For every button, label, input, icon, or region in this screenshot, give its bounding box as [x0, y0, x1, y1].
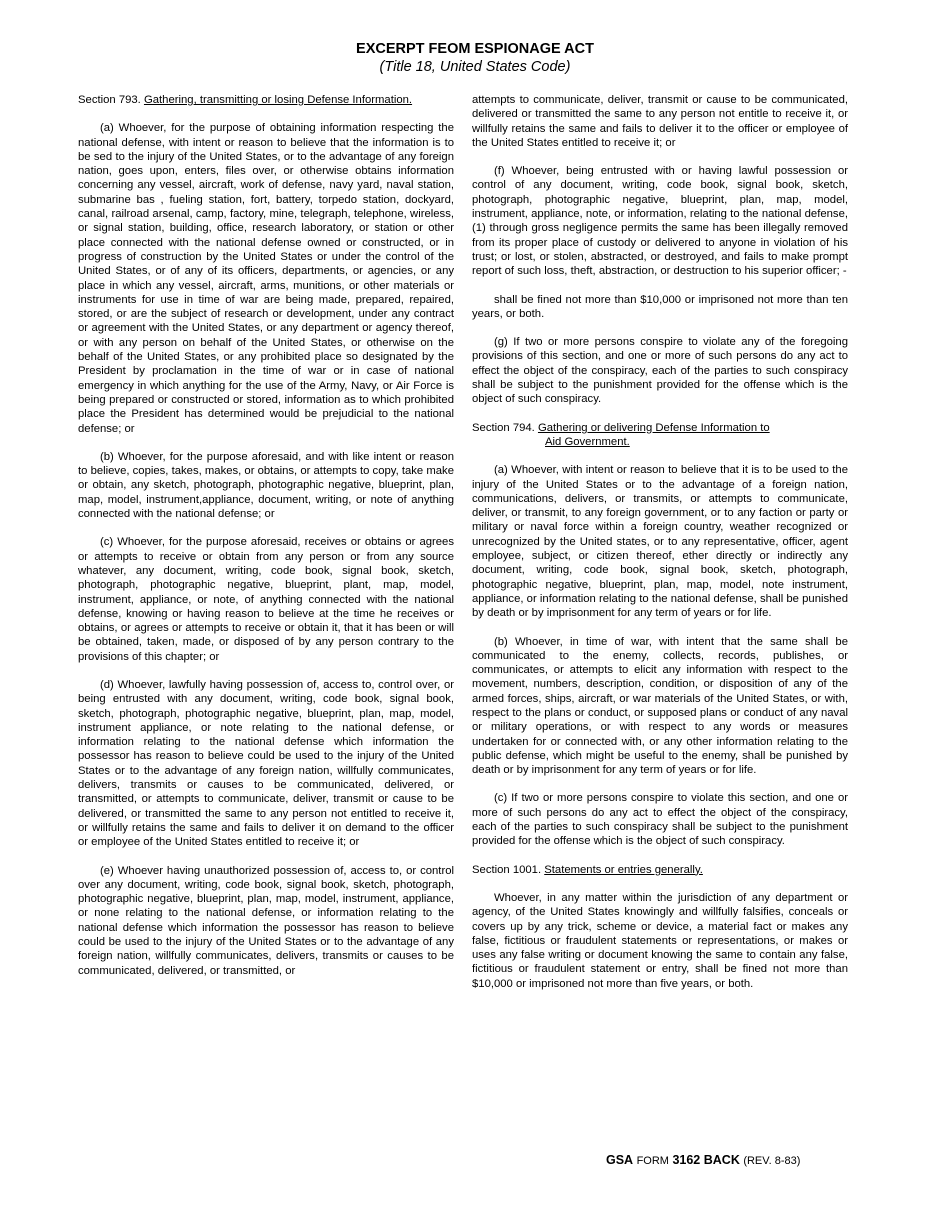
section-794-label: Section 794.	[472, 421, 535, 434]
section-794-heading	[472, 421, 848, 450]
section-1001-heading	[472, 863, 848, 877]
document-subtitle: (Title 18, United States Code)	[379, 59, 571, 75]
section-793-paragraph-d: (d) Whoever, lawfully having possession of, access to, control over, or being entrusted with any document, writing, code book, signal book, sketch, photograph, photographic negative, blueprint, plan, map, model, instrument appliance, or note relating to the national defense, or information relating to the national defense which information the possessor has reason to believe could be used to the injury of the United States or to the advantage of any foreign nation, willfully communicates, delivers, transmits or causes to be communicated, delivered, or transmitted, or attempts to communicate, deliver, transmit or cause to be delivered, or transmitted the same to any person not entitled to receive it, or willfully retains the same and fails to deliver it on demand to the officer or employee of the United States entitled to receive it; or	[78, 678, 454, 849]
section-1001-body: Whoever, in any matter within the jurisdiction of any department or agency, of the United States knowingly and willfully falsifies, conceals or covers up by any trick, scheme or device, a material fact or makes any false, fictitious or fraudulent statements or representations, or makes or uses any false writing or document knowing the same to contain any false, fictitious or fraudulent statement or entry, shall be fined not more than $10,000 or imprisoned not more than five years, or both.	[472, 891, 848, 990]
section-793-paragraph-c: (c) Whoever, for the purpose aforesaid, receives or obtains or agrees or attempts to receive or obtain from any person or from any source whatever, any document, writing, code book, signal book, sketch, photograph, photographic negative, blueprint, plant, map, model, instrument, appliance, or note, of anything connected with the national defense, knowing or having reason to believe at the time he receives or obtains, or agrees or attempts to receive or obtain it, that it has been or will be obtained, taken, made, or disposed of by any person contrary to the provisions of this chapter; or	[78, 536, 454, 663]
section-793-penalty: shall be fined not more than $10,000 or imprisoned not more than ten years, or both.	[472, 293, 848, 320]
left-column	[78, 93, 454, 992]
section-793-paragraph-a: (a) Whoever, for the purpose of obtaining information respecting the national defense, with intent or reason to believe that the information is to be sed to the injury of the United States, or to the advantage of any foreign nation, goes upon, enters, files over, or otherwise obtains information concerning any vessel, aircraft, work of defense, navy yard, naval station, submarine bas , fueling station, fort, battery, torpedo station, dockyard, canal, railroad arsenal, camp, factory, mine, telegraph, telephone, wireless, or signal station, building, office, research laboratory, or station or other place connected with the national defense owned or constructed, or in progress of construction by the United States or under the control of the United States, or of any of its officers, departments, or agencies, or any place in which any vessel, aircraft, arms, munitions, or other materials or instruments for use in time of war are being made, prepared, repaired, stored, or are the subject of research or development, under any contract or agreement with the United States, or any department or agency thereof, or with any person on behalf of the United States, or otherwise on the behalf of the United States, or any prohibited place so designated by the President by proclamation in the time of war or in case of national emergency in which anything for the use of the Army, Navy, or Air Force is being prepared or constructed or stored, information as to which prohibited place the President has determined would be prejudicial to the national defense; or	[78, 122, 454, 435]
section-793-paragraph-f: (f) Whoever, being entrusted with or having lawful possession or control of any document, writing, code book, signal book, sketch, photograph, photographic negative, blueprint, plan, map, model, instrument, appliance, note, or information, relating to the national defense, (1) through gross negligence permits the same has been illegally removed from its proper place of custody or delivered to anyone in violation of his trust; or lost, or stolen, abstracted, or destroyed, and fails to make prompt report of such loss, theft, abstraction, or destruction to his superior officer; -	[472, 165, 848, 278]
section-794-title-line1: Gathering or delivering Defense Information to	[537, 421, 770, 434]
section-793-label: Section 793.	[78, 94, 141, 106]
section-794-paragraph-a: (a) Whoever, with intent or reason to believe that it is to be used to the injury of the United States or to the advantage of a foreign nation, communications, delivers, or transmits, or attempts to communicate, deliver, or transmit, to any foreign government, or to any faction or party or military or naval force within a foreign country, weather recognized or unrecognized by the United states, or to any representative, officer, agent employee, subject, or citizen thereof, ether directly or indirectly any document, writing, code book, signal book, sketch, photograph, photographic negative, blueprint, plan, map, model, note instrument, appliance, or information relating to the national defense, shall be punished by death or by imprisonment for any term of years or for life.	[472, 464, 848, 620]
section-793-paragraph-e: (e) Whoever having unauthorized possession of, access to, or control over any document, writing, code book, signal book, sketch, photograph, photographic negative, blueprint, plan, map, model, instrument, appliance, or none relating to the national defense, or information relating to the national defense which information the possessor has reason to believe could be used to the injury of the United States or to the advantage of any foreign nation, willfully communicates, delivers, transmits or causes to be communicated, delivered, or transmitted, or	[78, 864, 454, 977]
footer-form-word: FORM	[636, 1155, 669, 1167]
section-793-title: Gathering, transmitting or losing Defense Information.	[143, 94, 413, 106]
footer-form-number: 3162 BACK	[672, 1153, 740, 1167]
section-793-paragraph-b: (b) Whoever, for the purpose aforesaid, and with like intent or reason to believe, copies, takes, makes, or obtains, or attempts to copy, take make or obtain, any sketch, photograph, photographic negative, blueprint, plan, map, model, instrument,appliance, document, writing, or note of anything connected with the national defense; or	[78, 450, 454, 521]
section-793-paragraph-e-continued: attempts to communicate, deliver, transmit or cause to be communicated, delivered or transmitted the same to any person not entitle to receive it, or willfully retains the same and fails to deliver it to the officer or employee of the United States entitled to receive it; or	[472, 94, 848, 149]
document-header	[0, 40, 950, 76]
footer-revision: (REV. 8-83)	[743, 1155, 801, 1167]
right-column	[472, 93, 848, 1005]
section-794-paragraph-b: (b) Whoever, in time of war, with intent that the same shall be communicated to the enemy, collects, records, publishes, or communicates, or attempts to elicit any information with respect to the movement, numbers, description, condition, or disposition of any of the armed forces, ships, aircraft, or war materials of the United States, or with, respect to the plans or conduct, or supposed plans or conduct of any naval or military operations, or with respect to any words or measures undertaken for or connected with, or any other information relating to the public defense, which might be useful to the enemy, shall be punished by death or by imprisonment for any term of years or for life.	[472, 635, 848, 777]
section-1001-label: Section 1001.	[472, 863, 542, 876]
section-793-paragraph-g: (g) If two or more persons conspire to violate any of the foregoing provisions of this section, and one or more of such persons do any act to effect the object of the conspiracy, each of the parties to such conspiracy shall be subject to the punishment provided for the offense which is the object of such conspiracy.	[472, 336, 848, 406]
footer-agency: GSA	[606, 1153, 634, 1167]
section-794-title-line2: Aid Government.	[545, 435, 630, 448]
section-793-heading	[78, 93, 454, 107]
section-1001-title: Statements or entries generally.	[544, 863, 703, 876]
form-footer	[606, 1153, 800, 1167]
section-794-paragraph-c: (c) If two or more persons conspire to violate this section, and one or more of such persons do any act to effect the object of the conspiracy, each of the parties to such conspiracy shall be subject to the punishment provided for the offense which is the object of such conspiracy.	[472, 792, 848, 848]
document-title: EXCERPT FEOM ESPIONAGE ACT	[356, 41, 594, 57]
